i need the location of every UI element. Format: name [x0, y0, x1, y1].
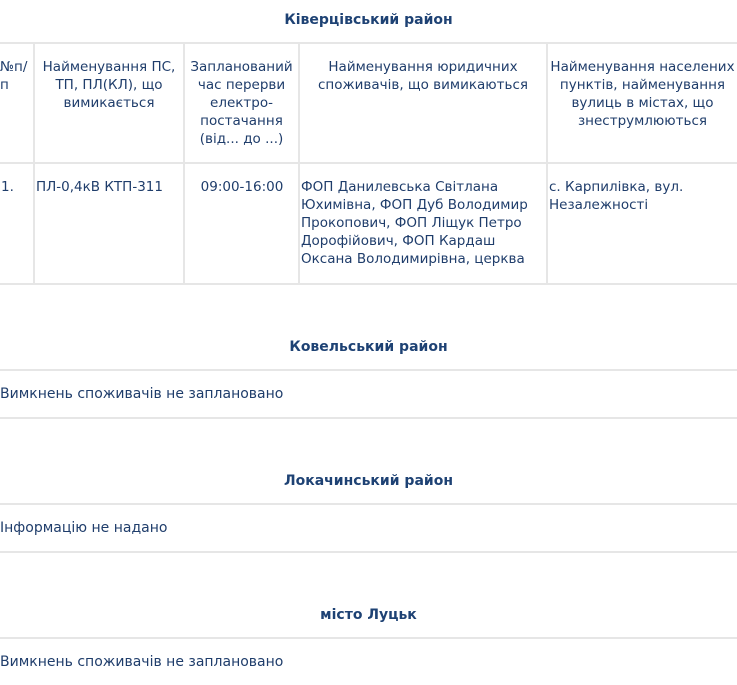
section-gap: [0, 553, 737, 595]
cell-number: 1.: [0, 163, 34, 284]
header-number: №п/п: [0, 44, 34, 163]
district-note-kovel: Вимкнень споживачів не заплановано: [0, 371, 737, 419]
header-object: Найменування ПС, ТП, ПЛ(КЛ), що вимикається: [34, 44, 184, 163]
header-locations: Найменування населених пунктів, найменування вулиць в містах, що знеструмлюються: [547, 44, 737, 163]
table-row: [0, 163, 737, 284]
section-gap: [0, 285, 737, 327]
district-title-lokachi: Локачинський район: [0, 461, 737, 505]
cell-time: 09:00-16:00: [184, 163, 299, 284]
header-consumers: Найменування юридичних споживачів, що вимикаються: [299, 44, 547, 163]
table-header-row: [0, 44, 737, 163]
cell-consumers: ФОП Данилевська Світлана Юхимівна, ФОП Дуб Володимир Прокопович, ФОП Ліщук Петро Дорофійович, ФОП Кардаш Оксана Володимирівна, церква: [299, 163, 547, 284]
district-note-lutsk: Вимкнень споживачів не заплановано: [0, 654, 284, 670]
district-title-kovel: Ковельський район: [0, 327, 737, 371]
district-title-kivertsi: Ківерцівський район: [0, 0, 737, 44]
outage-table: [0, 44, 737, 285]
header-time: Запланований час перерви електро-постачання (від... до ...): [184, 44, 299, 163]
cell-object: ПЛ-0,4кВ КТП-311: [34, 163, 184, 284]
cell-locations: с. Карпилівка, вул. Незалежності: [547, 163, 737, 284]
district-note-lokachi: Інформацію не надано: [0, 505, 737, 553]
district-title-lutsk: місто Луцьк: [0, 595, 737, 639]
section-gap: [0, 419, 737, 461]
